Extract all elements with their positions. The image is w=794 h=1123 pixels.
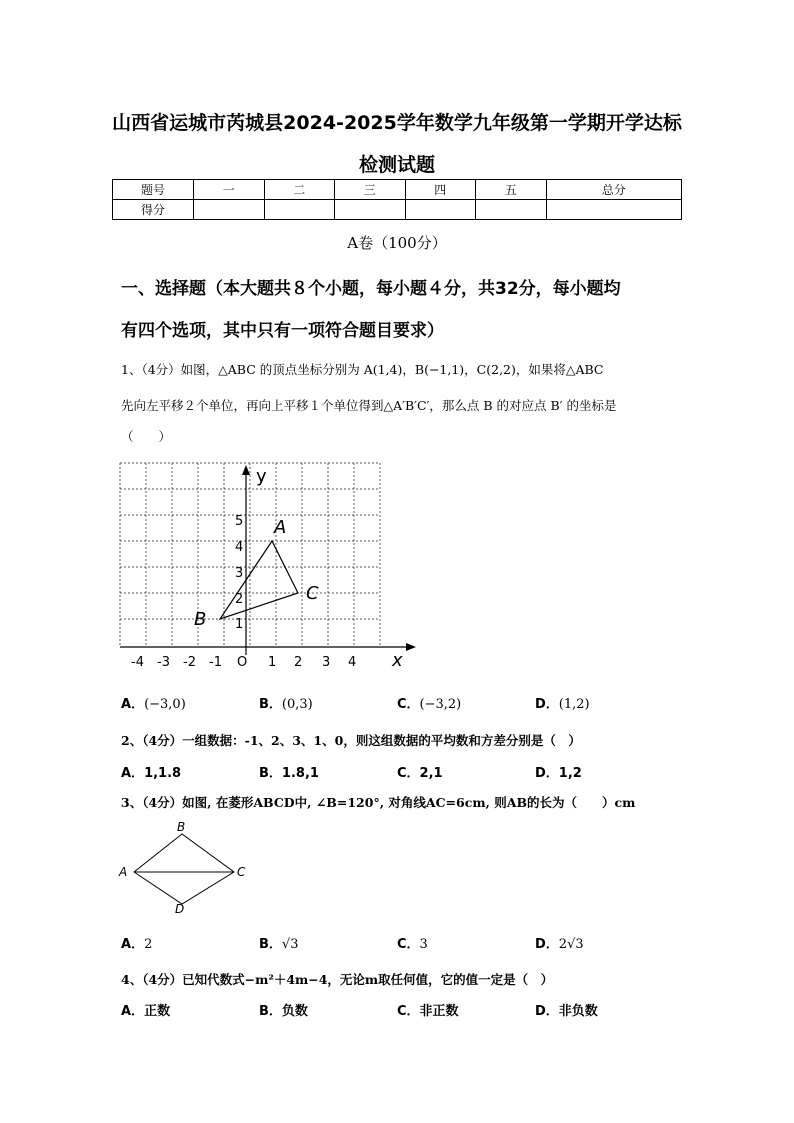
- option-label: B．: [259, 1004, 282, 1019]
- score-table-header-row: [113, 180, 682, 200]
- score-cell[interactable]: [194, 200, 265, 220]
- q4-option-d[interactable]: [535, 1000, 598, 1019]
- score-table-row-label: 得分: [113, 200, 194, 220]
- score-table-header-cell: 四: [405, 180, 476, 200]
- q2-option-a[interactable]: [121, 762, 181, 781]
- x-tick-label: 2: [294, 655, 303, 670]
- option-value: (−3,2): [419, 697, 462, 712]
- x-tick-label: 4: [348, 655, 357, 670]
- y-tick-label: 1: [235, 617, 244, 632]
- q3-option-c[interactable]: [397, 933, 428, 952]
- option-label: D．: [535, 1004, 559, 1019]
- point-a-label: A: [274, 517, 287, 538]
- q1-option-c[interactable]: [397, 693, 461, 712]
- q4-option-b[interactable]: [259, 1000, 308, 1019]
- q3-text: 3、（4分）如图, 在菱形ABCD中, ∠B=120°, 对角线AC=6cm, 则AB的长为（ ）cm: [121, 795, 636, 810]
- point-c-label: C: [306, 583, 319, 604]
- option-value: 3: [419, 937, 428, 952]
- x-tick-label: -1: [209, 655, 222, 670]
- y-axis-arrow: [242, 465, 250, 475]
- section1-heading-line2: 有四个选项，其中只有一项符合题目要求）: [121, 321, 444, 341]
- q3-option-b[interactable]: [259, 933, 298, 952]
- q1-option-a[interactable]: [121, 693, 186, 712]
- option-value: (0,3): [281, 697, 313, 712]
- page-title-line2: 检测试题: [358, 154, 435, 176]
- option-value: 2√3: [558, 937, 584, 952]
- q2-text: 2、（4分）一组数据：-1、2、3、1、0，则这组数据的平均数和方差分别是（ ）: [121, 733, 581, 748]
- option-value: 2,1: [419, 766, 443, 781]
- option-label: B．: [259, 766, 282, 781]
- option-value: 1.8,1: [281, 766, 319, 781]
- q2-option-d[interactable]: [535, 762, 582, 781]
- option-label: D．: [535, 937, 559, 952]
- y-axis-label: y: [256, 466, 267, 487]
- q3-option-d[interactable]: [535, 933, 584, 952]
- option-label: B．: [259, 937, 282, 952]
- score-table-header-cell: 二: [264, 180, 335, 200]
- rhombus-label-d: D: [175, 902, 185, 916]
- option-label: A．: [121, 937, 145, 952]
- option-label: C．: [397, 697, 420, 712]
- rhombus-abcd: [134, 834, 234, 904]
- option-label: D．: [535, 697, 559, 712]
- option-value: √3: [281, 937, 299, 952]
- q4-option-a[interactable]: [121, 1000, 170, 1019]
- q4-option-c[interactable]: [397, 1000, 459, 1019]
- y-tick-label: 5: [235, 514, 244, 529]
- option-label: C．: [397, 1004, 420, 1019]
- q3-option-a[interactable]: [121, 933, 152, 952]
- score-table-header-cell: 一: [194, 180, 265, 200]
- score-cell[interactable]: [264, 200, 335, 220]
- q2-option-b[interactable]: [259, 762, 319, 781]
- x-tick-label: -4: [131, 655, 144, 670]
- option-label: A．: [121, 697, 145, 712]
- x-tick-label: 1: [268, 655, 277, 670]
- q1-text-line1: 1、（4分）如图，△ABC 的顶点坐标分别为 A(1,4)，B(−1,1)，C(2,2)，如果将△ABC: [121, 362, 604, 377]
- y-tick-label: 4: [235, 540, 244, 555]
- option-label: A．: [121, 766, 145, 781]
- option-label: C．: [397, 766, 420, 781]
- score-table-header-cell: 三: [335, 180, 406, 200]
- q1-option-b[interactable]: [259, 693, 313, 712]
- x-axis-label: x: [392, 650, 403, 671]
- option-label: C．: [397, 937, 420, 952]
- q4-text: 4、（4分）已知代数式−m²＋4m−4，无论m取任何值，它的值一定是（ ）: [121, 972, 554, 987]
- option-label: D．: [535, 766, 559, 781]
- score-cell[interactable]: [405, 200, 476, 220]
- x-tick-label: 3: [322, 655, 331, 670]
- q3-rhombus-figure: [112, 818, 262, 918]
- option-value: 正数: [144, 1004, 171, 1019]
- option-value: 非负数: [558, 1004, 598, 1019]
- volume-heading: A卷（100分）: [347, 234, 447, 252]
- triangle-abc: [220, 541, 298, 619]
- score-cell[interactable]: [335, 200, 406, 220]
- q1-coordinate-graph: [110, 455, 420, 675]
- option-value: 1,2: [558, 766, 582, 781]
- option-value: 2: [144, 937, 153, 952]
- graph-grid: [120, 463, 380, 647]
- y-tick-label: 2: [235, 592, 244, 607]
- x-tick-label: -3: [157, 655, 170, 670]
- option-value: 负数: [281, 1004, 308, 1019]
- score-cell[interactable]: [476, 200, 547, 220]
- y-tick-label: 3: [235, 566, 244, 581]
- page-title-line1: 山西省运城市芮城县2024-2025学年数学九年级第一学期开学达标: [112, 112, 682, 134]
- rhombus-label-b: B: [177, 820, 186, 834]
- rhombus-label-c: C: [237, 865, 246, 879]
- option-value: (−3,0): [144, 697, 186, 712]
- option-value: (1,2): [558, 697, 590, 712]
- rhombus-label-a: A: [119, 865, 128, 879]
- option-label: B．: [259, 697, 282, 712]
- score-cell[interactable]: [546, 200, 682, 220]
- point-b-label: B: [194, 609, 207, 630]
- q1-option-d[interactable]: [535, 693, 590, 712]
- q2-option-c[interactable]: [397, 762, 443, 781]
- score-table-header-cell: 题号: [113, 180, 194, 200]
- option-value: 1,1.8: [144, 766, 182, 781]
- q1-text-line3: （ ）: [121, 429, 172, 444]
- score-table: [112, 179, 682, 220]
- x-tick-label: -2: [183, 655, 196, 670]
- option-value: 非正数: [419, 1004, 459, 1019]
- score-table-score-row: [113, 200, 682, 220]
- option-label: A．: [121, 1004, 145, 1019]
- origin-label: O: [237, 655, 248, 670]
- score-table-header-cell: 五: [476, 180, 547, 200]
- q1-text-line2: 先向左平移２个单位，再向上平移１个单位得到△A′B′C′，那么点 B 的对应点 B′ 的坐标是: [121, 398, 617, 413]
- x-axis-arrow: [406, 643, 416, 651]
- section1-heading-line1: 一、选择题（本大题共８个小题，每小题４分，共32分，每小题均: [121, 279, 621, 299]
- score-table-header-cell: 总分: [546, 180, 682, 200]
